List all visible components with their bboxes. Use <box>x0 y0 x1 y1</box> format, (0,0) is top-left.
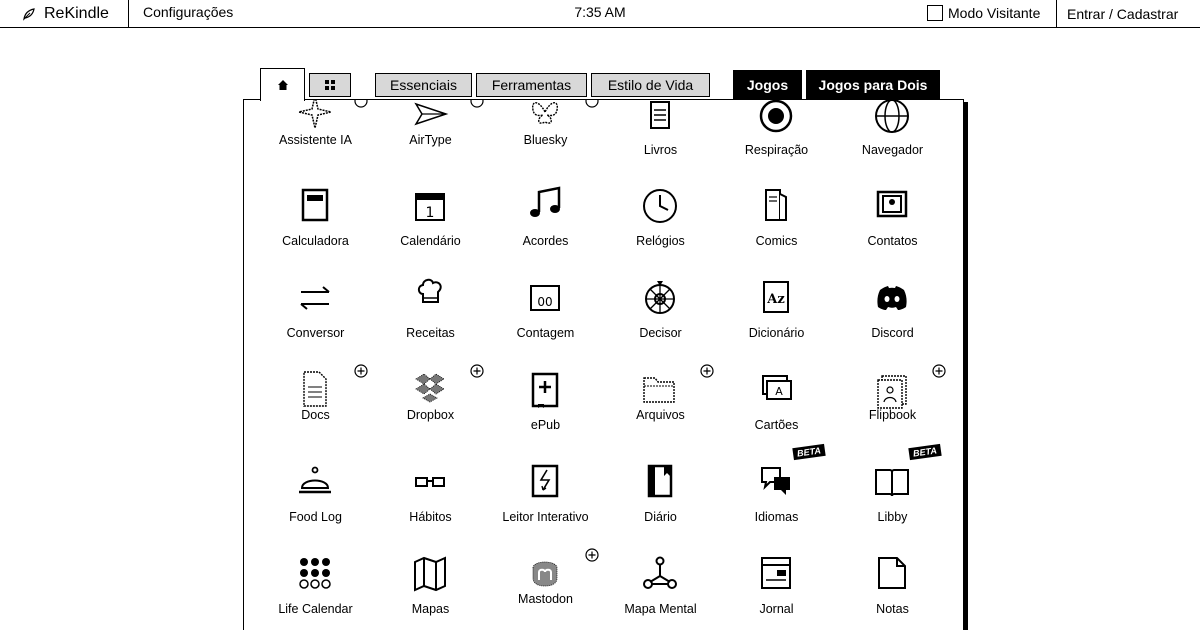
app-decider[interactable] <box>603 278 718 338</box>
app-mastodon[interactable] <box>488 554 603 614</box>
tab-lifestyle[interactable] <box>591 73 710 97</box>
calculator-icon <box>295 186 335 226</box>
leaf-logo-icon <box>22 7 36 21</box>
mind-map-icon <box>640 554 680 594</box>
app-label: Diário <box>644 510 677 524</box>
mastodon-icon <box>525 554 565 594</box>
app-label: Mapas <box>411 602 450 616</box>
app-breathing[interactable] <box>719 100 834 160</box>
app-languages[interactable] <box>719 445 834 524</box>
app-label: Decisor <box>639 326 682 340</box>
app-label: Arquivos <box>636 408 685 422</box>
add-badge-icon[interactable] <box>470 364 484 378</box>
app-habits[interactable] <box>373 462 488 522</box>
app-label: Relógios <box>636 234 685 248</box>
flashcards-icon <box>756 370 796 410</box>
svg-text:1: 1 <box>425 205 435 221</box>
tab-essentials-label: Essenciais <box>390 77 457 93</box>
guest-mode-checkbox[interactable] <box>927 5 943 21</box>
clock: 7:35 AM <box>574 4 626 20</box>
app-label: Livros <box>643 143 678 157</box>
grid-icon <box>324 79 336 91</box>
top-bar <box>0 0 1200 28</box>
tab-games-two-label: Jogos para Dois <box>818 77 928 93</box>
app-diary[interactable] <box>603 462 718 522</box>
app-label: Leitor Interativo <box>502 510 589 524</box>
svg-text:A: A <box>775 385 783 398</box>
app-label: Idiomas <box>754 510 799 524</box>
app-books[interactable] <box>603 100 718 160</box>
book-icon <box>640 100 680 140</box>
add-badge-icon[interactable] <box>700 364 714 378</box>
music-note-icon <box>525 186 565 226</box>
globe-icon <box>872 99 912 136</box>
note-icon <box>872 554 912 594</box>
app-airtype[interactable] <box>373 100 488 160</box>
newspaper-icon <box>756 554 796 594</box>
app-flipbook[interactable] <box>835 370 950 430</box>
app-label: Hábitos <box>409 510 452 524</box>
app-label: Bluesky <box>523 133 568 147</box>
add-badge-icon[interactable] <box>354 99 368 108</box>
app-journal[interactable] <box>719 554 834 614</box>
open-book-icon <box>756 186 796 226</box>
add-badge-icon[interactable] <box>585 99 599 108</box>
chef-hat-icon <box>410 274 450 314</box>
app-label: Dicionário <box>748 326 805 340</box>
tab-lifestyle-label: Estilo de Vida <box>607 77 694 93</box>
flipbook-icon <box>872 370 912 410</box>
app-label: Conversor <box>286 326 345 340</box>
app-label: Navegador <box>861 143 924 157</box>
app-converter[interactable] <box>258 278 373 338</box>
app-label: Cartões <box>754 418 799 432</box>
app-calendar[interactable] <box>373 186 488 246</box>
open-book-libby-icon <box>872 462 912 502</box>
add-badge-icon[interactable] <box>470 99 484 108</box>
app-label: Dropbox <box>406 408 455 422</box>
app-files[interactable] <box>603 370 718 430</box>
clock-icon <box>640 186 680 226</box>
app-dictionary[interactable] <box>719 278 834 338</box>
butterfly-icon <box>525 99 565 132</box>
app-recipes[interactable] <box>373 278 488 338</box>
guest-mode-toggle[interactable] <box>927 3 1040 23</box>
tab-games-label: Jogos <box>746 77 789 93</box>
dots-grid-icon <box>295 554 335 594</box>
app-counter[interactable] <box>488 278 603 338</box>
app-chords[interactable] <box>488 186 603 246</box>
app-docs[interactable] <box>258 370 373 430</box>
app-label: Comics <box>755 234 798 248</box>
app-label: Food Log <box>289 510 342 524</box>
app-epub[interactable] <box>488 370 603 430</box>
swap-arrows-icon <box>295 278 335 318</box>
app-dropbox[interactable] <box>373 370 488 430</box>
app-label: Notas <box>876 602 909 616</box>
add-badge-icon[interactable] <box>932 364 946 378</box>
app-calculator[interactable] <box>258 186 373 246</box>
app-label: Flipbook <box>868 408 917 422</box>
guest-mode-label: Modo Visitante <box>948 5 1041 21</box>
app-label: Mastodon <box>518 592 573 606</box>
app-label: Receitas <box>406 326 455 340</box>
tab-games[interactable] <box>733 70 802 99</box>
app-bluesky[interactable] <box>488 100 603 160</box>
app-life-calendar[interactable] <box>258 554 373 614</box>
beta-badge: BETA <box>792 444 825 460</box>
app-interactive-reader[interactable] <box>488 462 603 522</box>
epub-book-icon <box>525 370 565 410</box>
app-label: Mapa Mental <box>624 602 697 616</box>
paper-plane-icon <box>410 99 450 134</box>
app-browser[interactable] <box>835 100 950 160</box>
app-assistant[interactable] <box>258 100 373 160</box>
diary-icon <box>640 462 680 502</box>
app-discord[interactable] <box>835 278 950 338</box>
app-label: Jornal <box>759 602 794 616</box>
app-libby[interactable] <box>835 445 950 524</box>
tab-tools[interactable] <box>476 73 587 97</box>
svg-text:00: 00 <box>537 295 553 309</box>
app-grid-panel <box>243 99 964 630</box>
add-badge-icon[interactable] <box>585 548 599 562</box>
panel-shadow <box>964 102 968 630</box>
map-icon <box>410 554 450 594</box>
calendar-icon <box>410 186 450 226</box>
tab-tools-label: Ferramentas <box>491 77 572 93</box>
brand[interactable] <box>0 0 129 27</box>
app-comics[interactable] <box>719 186 834 246</box>
settings-link[interactable]: Configurações <box>143 4 234 20</box>
app-label: Acordes <box>522 234 569 248</box>
cloche-icon <box>295 462 335 502</box>
glasses-icon <box>410 462 450 502</box>
dictionary-icon <box>756 278 796 318</box>
app-label: Life Calendar <box>278 602 353 616</box>
app-notes[interactable] <box>835 554 950 614</box>
app-foodlog[interactable] <box>258 462 373 522</box>
discord-icon <box>872 278 912 318</box>
beta-badge: BETA <box>908 444 941 460</box>
sparkle-icon <box>295 99 335 132</box>
chat-bubbles-icon <box>756 462 796 502</box>
app-label: Respiração <box>744 143 809 157</box>
wheel-icon <box>640 278 680 318</box>
document-icon <box>295 370 335 410</box>
app-label: Assistente IA <box>279 133 352 147</box>
counter-icon <box>525 278 565 318</box>
interactive-book-icon <box>525 462 565 502</box>
app-label: Discord <box>871 326 914 340</box>
tab-home[interactable] <box>260 68 305 101</box>
tab-grid[interactable] <box>309 73 351 97</box>
app-label: ePub <box>530 418 561 432</box>
app-label: AirType <box>409 133 452 147</box>
svg-text:Az: Az <box>767 292 785 307</box>
app-contacts[interactable] <box>835 186 950 246</box>
app-label: Contagem <box>516 326 575 340</box>
tab-essentials[interactable] <box>375 73 472 97</box>
app-label: Docs <box>301 408 330 422</box>
app-label: Calculadora <box>282 234 349 248</box>
contact-card-icon <box>872 186 912 226</box>
tab-games-two[interactable] <box>806 70 940 99</box>
folder-icon <box>640 370 680 410</box>
app-mindmap[interactable] <box>603 554 718 614</box>
app-label: Libby <box>877 510 908 524</box>
app-clocks[interactable] <box>603 186 718 246</box>
app-label: Contatos <box>867 234 918 248</box>
app-maps[interactable] <box>373 554 488 614</box>
app-label: Calendário <box>400 234 461 248</box>
home-icon <box>277 79 289 91</box>
app-flashcards[interactable] <box>719 370 834 430</box>
add-badge-icon[interactable] <box>354 364 368 378</box>
dropbox-icon <box>410 370 450 410</box>
login-link[interactable]: Entrar / Cadastrar <box>1056 0 1178 27</box>
target-icon <box>756 99 796 136</box>
brand-name: ReKindle <box>44 4 109 22</box>
